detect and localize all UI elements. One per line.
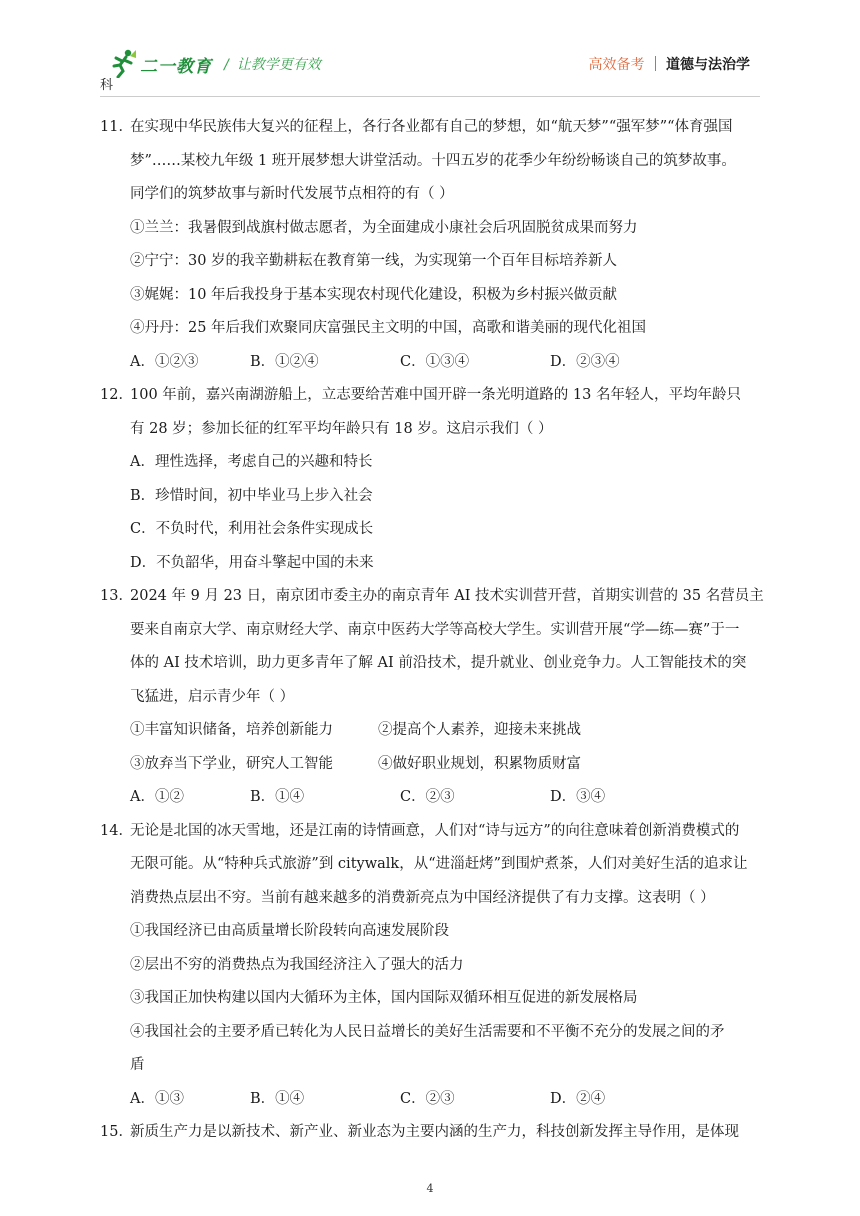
statement-item: ④我国社会的主要矛盾已转化为人民日益增长的美好生活需要和不平衡不充分的发展之间的矛 — [130, 1023, 725, 1040]
question-stem-line — [100, 819, 762, 853]
stem-text: 在实现中华民族伟大复兴的征程上，各行各业都有自己的梦想，如“航天梦”“强军梦”“体育强国 — [130, 119, 733, 135]
statement-item: ①丰富知识储备，培养创新能力 — [130, 722, 333, 738]
question-stem-line — [100, 584, 762, 618]
option-d[interactable]: D．不负韶华，用奋斗擎起中国的未来 — [130, 554, 374, 571]
question-15 — [100, 1120, 762, 1154]
statement-item: ③我国正加快构建以国内大循环为主体，国内国际双循环相互促进的新发展格局 — [130, 990, 638, 1006]
answer-options — [100, 350, 762, 384]
statement-item: ②层出不穷的消费热点为我国经济注入了强大的活力 — [130, 956, 464, 973]
stem-text: 无论是北国的冰天雪地，还是江南的诗情画意，人们对“诗与远方”的向往意味着创新消费模式的 — [130, 822, 740, 839]
question-number: 13． — [100, 588, 133, 604]
question-list — [100, 115, 762, 1154]
statement-item: ①兰兰：我暑假到战旗村做志愿者，为全面建成小康社会后巩固脱贫成果而努力 — [130, 219, 638, 236]
header-subject: 道德与法治学 — [666, 57, 750, 73]
question-stem-line — [100, 115, 762, 149]
question-stem-line: 体的 AI 技术培训，助力更多青年了解 AI 前沿技术，提升就业、创业竞争力。人工智能技术的突 — [130, 655, 747, 671]
statement-row — [100, 718, 762, 752]
question-number: 15． — [100, 1124, 133, 1140]
statement-item-continued: 盾 — [130, 1057, 145, 1073]
page-number: 4 — [426, 1182, 434, 1195]
subject-char: 科 — [100, 78, 114, 93]
statement-item: ④丹丹：25 年后我们欢聚同庆富强民主文明的中国，高歌和谐美丽的现代化祖国 — [130, 320, 647, 336]
option-a[interactable]: A．①② — [130, 789, 184, 805]
option-c[interactable]: C．②③ — [400, 789, 455, 805]
option-c[interactable]: C．①③④ — [400, 353, 470, 370]
question-12 — [100, 383, 762, 584]
option-c[interactable]: C．不负时代，利用社会条件实现成长 — [130, 521, 374, 537]
question-stem-line: 消费热点层出不穷。当前有越来越多的消费新亮点为中国经济提供了有力支撑。这表明（ ） — [130, 889, 715, 906]
answer-options — [100, 785, 762, 819]
option-a[interactable]: A．理性选择，考虑自己的兴趣和特长 — [130, 454, 373, 470]
option-d[interactable]: D．②③④ — [550, 353, 620, 370]
header-divider — [655, 56, 657, 71]
stem-text: 100 年前，嘉兴南湖游船上，立志要给苦难中国开辟一条光明道路的 13 名年轻人，平均年龄只 — [130, 387, 741, 403]
option-b[interactable]: B．珍惜时间，初中毕业马上步入社会 — [130, 487, 373, 504]
question-stem-line — [100, 383, 762, 417]
statement-item: ①我国经济已由高质量增长阶段转向高速发展阶段 — [130, 923, 449, 939]
option-d[interactable]: D．②④ — [550, 1090, 606, 1107]
option-a[interactable]: A．①③ — [130, 1090, 184, 1107]
option-d[interactable]: D．③④ — [550, 789, 606, 805]
question-number: 12． — [100, 387, 133, 403]
question-stem-line: 要来自南京大学、南京财经大学、南京中医药大学等高校大学生。实训营开展“学—练—赛”于一 — [130, 621, 740, 638]
question-stem-line: 同学们的筑梦故事与新时代发展节点相符的有（ ） — [130, 186, 454, 202]
question-stem-line: 无限可能。从“特种兵式旅游”到 citywalk，从“进淄赶烤”到围炉煮茶，人们对美好生活的追求让 — [130, 856, 748, 872]
statement-item: ②宁宁：30 岁的我辛勤耕耘在教育第一线，为实现第一个百年目标培养新人 — [130, 253, 618, 269]
header-tag: 高效备考 — [588, 57, 645, 73]
statement-item: ③放弃当下学业，研究人工智能 — [130, 755, 333, 772]
stem-text: 新质生产力是以新技术、新产业、新业态为主要内涵的生产力，科技创新发挥主导作用，是体现 — [130, 1124, 739, 1140]
page-header — [0, 0, 860, 100]
question-11 — [100, 115, 762, 383]
statement-row — [100, 752, 762, 786]
option-b[interactable]: B．①②④ — [250, 353, 319, 370]
statement-item: ②提高个人素养，迎接未来挑战 — [378, 722, 581, 738]
slogan: / 让教学更有效 — [224, 57, 321, 73]
header-right — [589, 54, 751, 74]
question-stem-line: 梦”……某校九年级 1 班开展梦想大讲堂活动。十四五岁的花季少年纷纷畅谈自己的筑梦故事。 — [130, 152, 736, 169]
answer-options — [100, 1087, 762, 1121]
stem-text: 2024 年 9 月 23 日，南京团市委主办的南京青年 AI 技术实训营开营，首期实训营的 35 名营员主 — [130, 588, 764, 604]
option-c[interactable]: C．②③ — [400, 1090, 455, 1107]
question-14 — [100, 819, 762, 1121]
option-a[interactable]: A．①②③ — [130, 353, 199, 370]
option-b[interactable]: B．①④ — [250, 1090, 305, 1107]
statement-item: ④做好职业规划，积累物质财富 — [378, 755, 581, 772]
slogan-text: 让教学更有效 — [236, 57, 321, 73]
option-b[interactable]: B．①④ — [250, 789, 305, 805]
statement-item: ③娓娓：10 年后我投身于基本实现农村现代化建设，积极为乡村振兴做贡献 — [130, 286, 618, 303]
logo-text: 二一教育 — [140, 57, 212, 77]
question-13 — [100, 584, 762, 819]
question-number: 11． — [100, 119, 133, 135]
question-stem-line: 飞猛进，启示青少年（ ） — [130, 688, 295, 705]
header-rule — [100, 96, 760, 97]
question-number: 14． — [100, 822, 133, 839]
question-stem-line: 有 28 岁；参加长征的红军平均年龄只有 18 岁。这启示我们（ ） — [130, 420, 553, 437]
question-stem-line — [100, 1120, 762, 1154]
